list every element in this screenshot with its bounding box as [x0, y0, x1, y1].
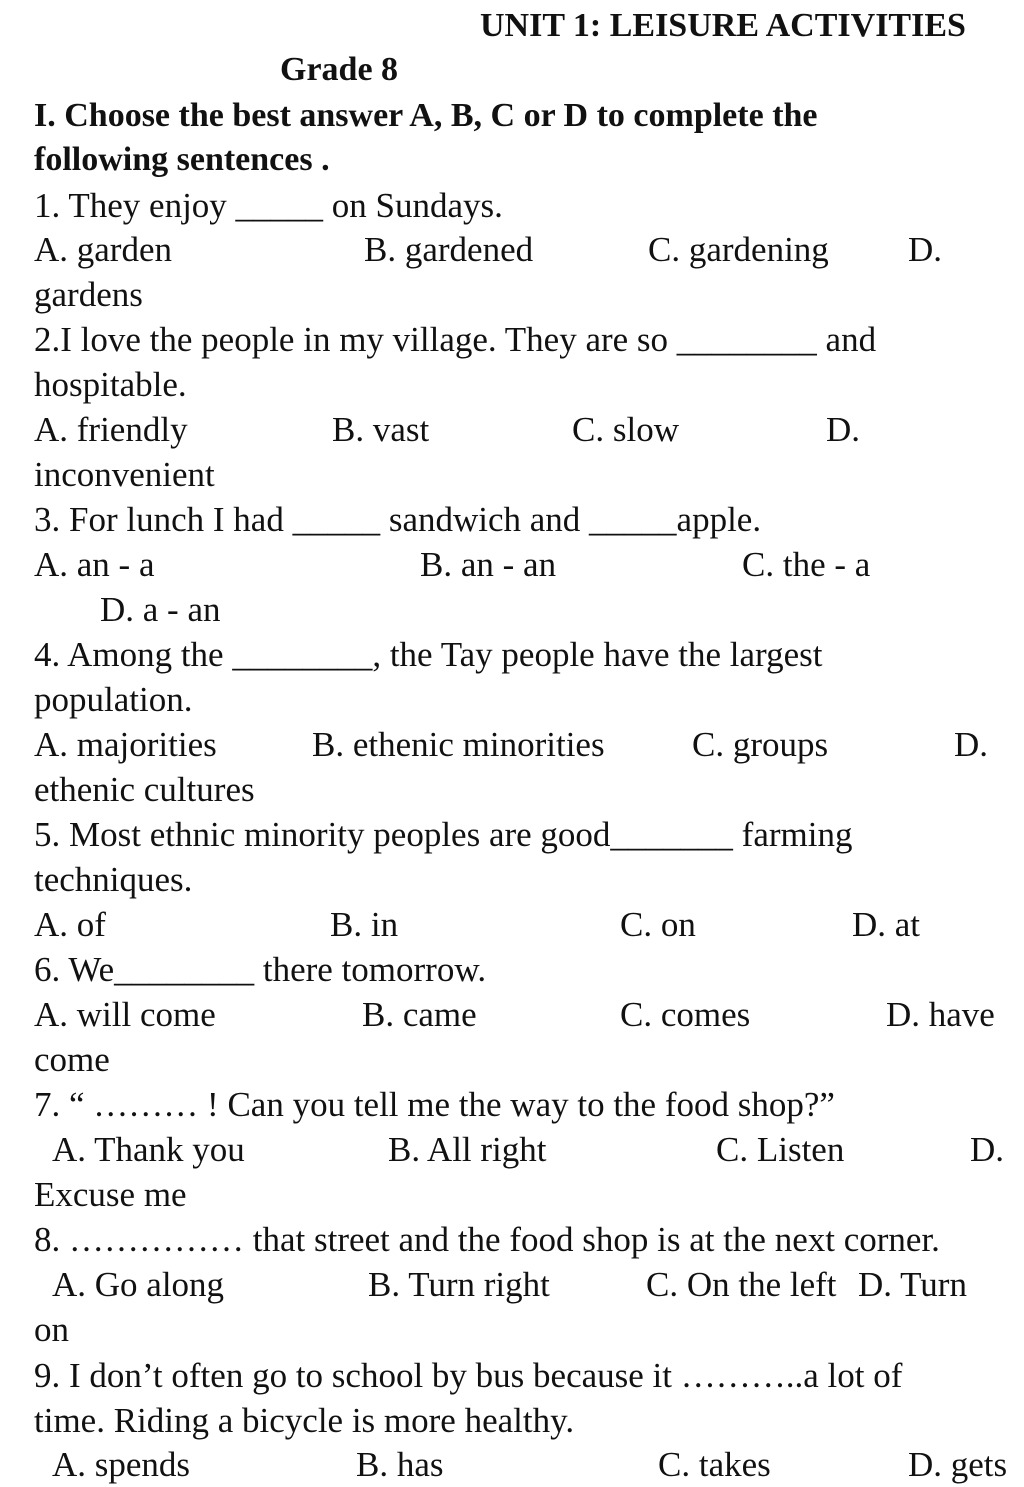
q1-option-a[interactable]: A. garden — [34, 230, 173, 269]
question-8-stem: 8. …………… that street and the food shop is at the next corner. — [34, 1220, 940, 1259]
question-4-stem: 4. Among the ________, the Tay people have the largest — [34, 635, 823, 674]
q8-option-b[interactable]: B. Turn right — [368, 1265, 550, 1304]
question-9-stem-cont: time. Riding a bicycle is more healthy. — [34, 1401, 575, 1440]
q4-option-d-text[interactable]: ethenic cultures — [34, 770, 255, 809]
grade-label: Grade 8 — [280, 51, 399, 88]
q6-option-c[interactable]: C. comes — [620, 995, 751, 1034]
q5-option-d[interactable]: D. at — [852, 905, 921, 944]
question-4-stem-cont: population. — [34, 680, 193, 719]
q7-option-c[interactable]: C. Listen — [716, 1130, 845, 1169]
section-instruction-cont: following sentences . — [34, 141, 330, 178]
question-7-stem: 7. “ ……… ! Can you tell me the way to the food shop?” — [34, 1085, 835, 1124]
question-1-stem: 1. They enjoy _____ on Sundays. — [34, 186, 503, 225]
q9-option-c[interactable]: C. takes — [658, 1445, 771, 1484]
q2-option-a[interactable]: A. friendly — [34, 410, 188, 449]
q2-option-b[interactable]: B. vast — [332, 410, 430, 449]
question-9-stem: 9. I don’t often go to school by bus because it ………..a lot of — [34, 1356, 903, 1395]
q9-option-b[interactable]: B. has — [356, 1445, 444, 1484]
q4-option-c[interactable]: C. groups — [692, 725, 829, 764]
question-5-stem: 5. Most ethnic minority peoples are good_______ farming — [34, 815, 853, 854]
q7-option-b[interactable]: B. All right — [388, 1130, 547, 1169]
unit-title: UNIT 1: LEISURE ACTIVITIES — [480, 7, 966, 44]
q1-option-c[interactable]: C. gardening — [648, 230, 829, 269]
q8-option-d-text[interactable]: on — [34, 1310, 69, 1349]
q6-option-d[interactable]: D. have — [886, 995, 995, 1034]
q5-option-c[interactable]: C. on — [620, 905, 696, 944]
q6-option-b[interactable]: B. came — [362, 995, 477, 1034]
q3-option-a[interactable]: A. an - a — [34, 545, 155, 584]
q3-option-c[interactable]: C. the - a — [742, 545, 871, 584]
q2-option-c[interactable]: C. slow — [572, 410, 679, 449]
q9-option-a[interactable]: A. spends — [52, 1445, 191, 1484]
q4-option-b[interactable]: B. ethenic minorities — [312, 725, 605, 764]
q8-option-d[interactable]: D. Turn — [858, 1265, 967, 1304]
q7-option-a[interactable]: A. Thank you — [52, 1130, 245, 1169]
q3-option-b[interactable]: B. an - an — [420, 545, 557, 584]
question-2-stem: 2.I love the people in my village. They are so ________ and — [34, 320, 877, 359]
q5-option-a[interactable]: A. of — [34, 905, 106, 944]
q2-option-d-text[interactable]: inconvenient — [34, 455, 215, 494]
q1-option-d[interactable]: D. — [908, 230, 943, 269]
q1-option-d-text[interactable]: gardens — [34, 275, 143, 314]
q6-option-d-text[interactable]: come — [34, 1040, 110, 1079]
section-instruction: I. Choose the best answer A, B, C or D to complete the — [34, 97, 818, 134]
q7-option-d[interactable]: D. — [970, 1130, 1005, 1169]
q3-option-d[interactable]: D. a - an — [100, 590, 221, 629]
q6-option-a[interactable]: A. will come — [34, 995, 216, 1034]
q4-option-a[interactable]: A. majorities — [34, 725, 217, 764]
q9-option-d[interactable]: D. gets — [908, 1445, 1008, 1484]
question-5-stem-cont: techniques. — [34, 860, 193, 899]
q8-option-c[interactable]: C. On the left — [646, 1265, 837, 1304]
question-3-stem: 3. For lunch I had _____ sandwich and _____apple. — [34, 500, 762, 539]
q4-option-d[interactable]: D. — [954, 725, 989, 764]
question-2-stem-cont: hospitable. — [34, 365, 187, 404]
question-6-stem: 6. We________ there tomorrow. — [34, 950, 487, 989]
q8-option-a[interactable]: A. Go along — [52, 1265, 225, 1304]
q2-option-d[interactable]: D. — [826, 410, 861, 449]
q7-option-d-text[interactable]: Excuse me — [34, 1175, 187, 1214]
q5-option-b[interactable]: B. in — [330, 905, 399, 944]
q1-option-b[interactable]: B. gardened — [364, 230, 534, 269]
